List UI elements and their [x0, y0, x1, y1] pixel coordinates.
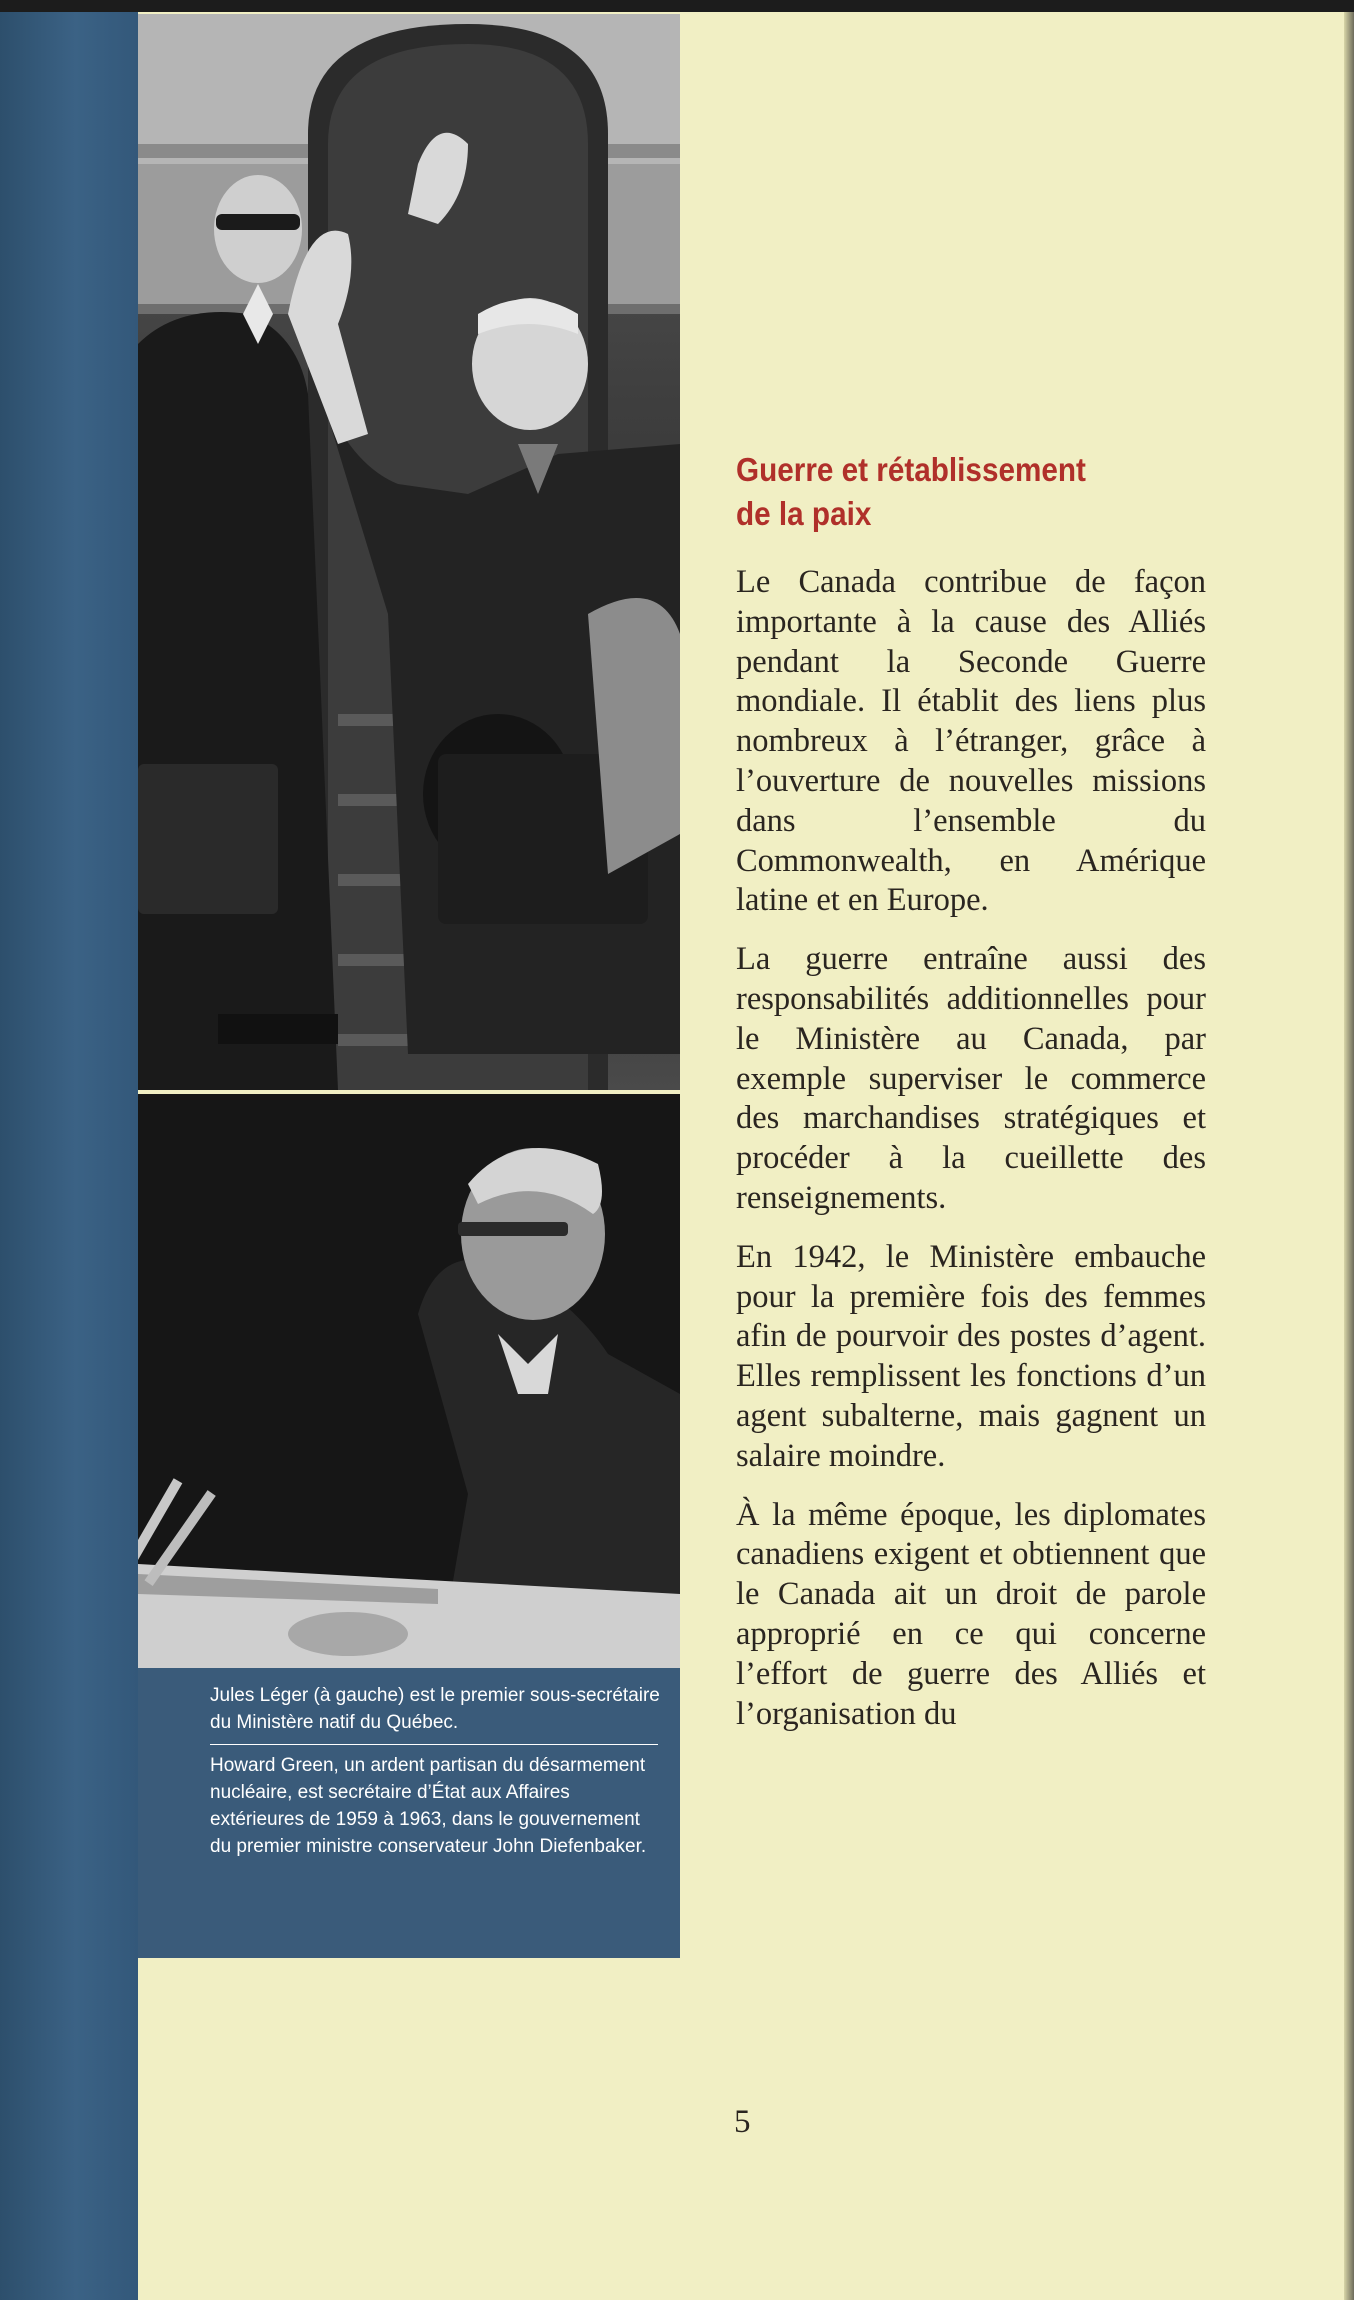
blue-margin-strip [0, 12, 138, 2300]
page-edge [1344, 12, 1354, 2300]
body-text [736, 563, 1206, 1753]
photo-airplane-illustration [138, 14, 680, 1090]
photo-jules-leger-airplane [138, 14, 680, 1090]
section-heading-line1: Guerre et rétablissement [736, 451, 1086, 488]
paragraph: En 1942, le Ministère embauche pour la première fois des femmes afin de pourvoir des postes d’agent. Elles remplissent les fonctions d’un agent subalterne, mais gagnent un salaire moindre. [736, 1238, 1206, 1474]
paragraph: À la même époque, les diplomates canadiens exigent et obtiennent que le Canada ait un droit de parole approprié en ce qui concerne l’effort de guerre des Alliés et l’organisation du [736, 1496, 1206, 1732]
caption-divider [210, 1744, 658, 1745]
caption-jules-leger: Jules Léger (à gauche) est le premier sous-secrétaire du Ministère natif du Québec. [210, 1685, 660, 1733]
photo-howard-green-podium [138, 1094, 680, 1668]
photo-podium-illustration [138, 1094, 680, 1668]
page-number: 5 [734, 2104, 751, 2140]
caption-howard-green: Howard Green, un ardent partisan du désarmement nucléaire, est secrétaire d’État aux Affaires extérieures de 1959 à 1963, dans le gouvernement du premier ministre conservateur John Diefenbaker. [210, 1755, 647, 1857]
paragraph: Le Canada contribue de façon importante à la cause des Alliés pendant la Seconde Guerre mondiale. Il établit des liens plus nombreux à l’étranger, grâce à l’ouverture de nouvelles missions dans l’ensemble du Commonwealth, en Amérique latine et en Europe. [736, 564, 1206, 919]
section-heading-line2: de la paix [736, 495, 872, 532]
caption-box [138, 1668, 680, 1958]
paragraph: La guerre entraîne aussi des responsabilités additionnelles pour le Ministère au Canada, par exemple superviser le commerce des marchandises stratégiques et procéder à la cueillette des renseignements. [736, 941, 1206, 1216]
section-heading [736, 448, 1114, 536]
